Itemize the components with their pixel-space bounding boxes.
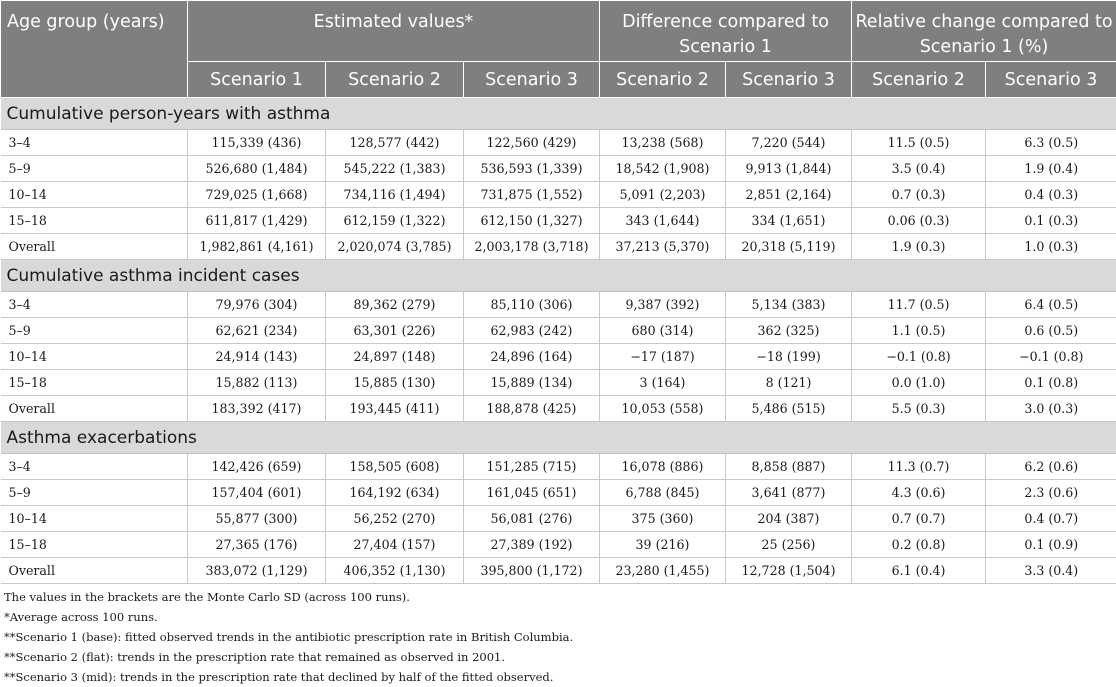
value-cell: 375 (360) — [600, 506, 726, 532]
footnote: **Scenario 3 (mid): trends in the prescription rate that declined by half of the fitted observed. — [4, 667, 1116, 687]
value-cell: 731,875 (1,552) — [464, 182, 600, 208]
footnote: The values in the brackets are the Monte Carlo SD (across 100 runs). — [4, 587, 1116, 607]
value-cell: 8,858 (887) — [726, 454, 852, 480]
value-cell: 6.1 (0.4) — [852, 558, 986, 584]
value-cell: 0.4 (0.3) — [986, 182, 1116, 208]
value-cell: 6.4 (0.5) — [986, 292, 1116, 318]
value-cell: 63,301 (226) — [326, 318, 464, 344]
difference-header: Difference compared to Scenario 1 — [600, 1, 852, 62]
value-cell: 11.3 (0.7) — [852, 454, 986, 480]
value-cell: 25 (256) — [726, 532, 852, 558]
value-cell: 5,134 (383) — [726, 292, 852, 318]
table-row — [1, 454, 1116, 480]
value-cell: 0.0 (1.0) — [852, 370, 986, 396]
value-cell: 15,882 (113) — [188, 370, 326, 396]
age-group-cell: 15–18 — [1, 532, 188, 558]
value-cell: 9,913 (1,844) — [726, 156, 852, 182]
value-cell: 9,387 (392) — [600, 292, 726, 318]
value-cell: 545,222 (1,383) — [326, 156, 464, 182]
value-cell: 188,878 (425) — [464, 396, 600, 422]
value-cell: 161,045 (651) — [464, 480, 600, 506]
value-cell: 56,252 (270) — [326, 506, 464, 532]
value-cell: −17 (187) — [600, 344, 726, 370]
table-row — [1, 532, 1116, 558]
value-cell: 151,285 (715) — [464, 454, 600, 480]
table-footnotes — [0, 587, 1116, 687]
table-row — [1, 182, 1116, 208]
value-cell: −0.1 (0.8) — [986, 344, 1116, 370]
table-row — [1, 480, 1116, 506]
value-cell: 164,192 (634) — [326, 480, 464, 506]
value-cell: 0.06 (0.3) — [852, 208, 986, 234]
value-cell: 536,593 (1,339) — [464, 156, 600, 182]
value-cell: 343 (1,644) — [600, 208, 726, 234]
subheader-scenario-2: Scenario 2 — [326, 62, 464, 98]
value-cell: 3.5 (0.4) — [852, 156, 986, 182]
age-group-header: Age group (years) — [1, 1, 188, 98]
value-cell: 204 (387) — [726, 506, 852, 532]
value-cell: 3.0 (0.3) — [986, 396, 1116, 422]
value-cell: −18 (199) — [726, 344, 852, 370]
value-cell: 1.1 (0.5) — [852, 318, 986, 344]
value-cell: 89,362 (279) — [326, 292, 464, 318]
table-row — [1, 370, 1116, 396]
value-cell: 729,025 (1,668) — [188, 182, 326, 208]
value-cell: 1.9 (0.3) — [852, 234, 986, 260]
value-cell: 18,542 (1,908) — [600, 156, 726, 182]
value-cell: 10,053 (558) — [600, 396, 726, 422]
value-cell: 193,445 (411) — [326, 396, 464, 422]
value-cell: 183,392 (417) — [188, 396, 326, 422]
value-cell: 79,976 (304) — [188, 292, 326, 318]
section-title: Cumulative person-years with asthma — [1, 98, 1116, 130]
subheader-rel-scenario-3: Scenario 3 — [986, 62, 1116, 98]
table-row — [1, 156, 1116, 182]
table-header — [1, 1, 1116, 98]
value-cell: 5,486 (515) — [726, 396, 852, 422]
value-cell: 27,404 (157) — [326, 532, 464, 558]
footnote: *Average across 100 runs. — [4, 607, 1116, 627]
value-cell: 56,081 (276) — [464, 506, 600, 532]
value-cell: 128,577 (442) — [326, 130, 464, 156]
value-cell: 612,150 (1,327) — [464, 208, 600, 234]
table-row — [1, 344, 1116, 370]
age-group-cell: 5–9 — [1, 318, 188, 344]
value-cell: 158,505 (608) — [326, 454, 464, 480]
age-group-cell: 3–4 — [1, 130, 188, 156]
value-cell: 12,728 (1,504) — [726, 558, 852, 584]
value-cell: 334 (1,651) — [726, 208, 852, 234]
table-row — [1, 396, 1116, 422]
value-cell: 2.3 (0.6) — [986, 480, 1116, 506]
value-cell: 526,680 (1,484) — [188, 156, 326, 182]
age-group-cell: Overall — [1, 558, 188, 584]
value-cell: 13,238 (568) — [600, 130, 726, 156]
value-cell: −0.1 (0.8) — [852, 344, 986, 370]
value-cell: 0.1 (0.9) — [986, 532, 1116, 558]
age-group-cell: Overall — [1, 234, 188, 260]
value-cell: 1.0 (0.3) — [986, 234, 1116, 260]
value-cell: 62,621 (234) — [188, 318, 326, 344]
subheader-diff-scenario-2: Scenario 2 — [600, 62, 726, 98]
table-body — [1, 98, 1116, 584]
value-cell: 27,389 (192) — [464, 532, 600, 558]
value-cell: 5.5 (0.3) — [852, 396, 986, 422]
table-row — [1, 318, 1116, 344]
table-row — [1, 130, 1116, 156]
age-group-cell: 3–4 — [1, 454, 188, 480]
value-cell: 122,560 (429) — [464, 130, 600, 156]
section-header-row — [1, 98, 1116, 130]
value-cell: 612,159 (1,322) — [326, 208, 464, 234]
value-cell: 0.7 (0.7) — [852, 506, 986, 532]
value-cell: 62,983 (242) — [464, 318, 600, 344]
value-cell: 2,020,074 (3,785) — [326, 234, 464, 260]
age-group-cell: 10–14 — [1, 182, 188, 208]
value-cell: 23,280 (1,455) — [600, 558, 726, 584]
value-cell: 395,800 (1,172) — [464, 558, 600, 584]
footnote: **Scenario 1 (base): fitted observed trends in the antibiotic prescription rate in British Columbia. — [4, 627, 1116, 647]
value-cell: 3.3 (0.4) — [986, 558, 1116, 584]
value-cell: 383,072 (1,129) — [188, 558, 326, 584]
age-group-cell: 10–14 — [1, 344, 188, 370]
value-cell: 4.3 (0.6) — [852, 480, 986, 506]
value-cell: 1,982,861 (4,161) — [188, 234, 326, 260]
value-cell: 24,897 (148) — [326, 344, 464, 370]
value-cell: 142,426 (659) — [188, 454, 326, 480]
value-cell: 1.9 (0.4) — [986, 156, 1116, 182]
table-row — [1, 208, 1116, 234]
value-cell: 11.7 (0.5) — [852, 292, 986, 318]
value-cell: 611,817 (1,429) — [188, 208, 326, 234]
value-cell: 362 (325) — [726, 318, 852, 344]
age-group-cell: 15–18 — [1, 370, 188, 396]
value-cell: 6,788 (845) — [600, 480, 726, 506]
age-group-cell: 5–9 — [1, 156, 188, 182]
value-cell: 0.2 (0.8) — [852, 532, 986, 558]
age-group-cell: Overall — [1, 396, 188, 422]
value-cell: 20,318 (5,119) — [726, 234, 852, 260]
subheader-rel-scenario-2: Scenario 2 — [852, 62, 986, 98]
section-title: Asthma exacerbations — [1, 422, 1116, 454]
table-row — [1, 558, 1116, 584]
relative-change-header: Relative change compared to Scenario 1 (%) — [852, 1, 1116, 62]
value-cell: 734,116 (1,494) — [326, 182, 464, 208]
table-row — [1, 234, 1116, 260]
value-cell: 0.1 (0.8) — [986, 370, 1116, 396]
value-cell: 406,352 (1,130) — [326, 558, 464, 584]
value-cell: 55,877 (300) — [188, 506, 326, 532]
footnote: **Scenario 2 (flat): trends in the prescription rate that remained as observed in 2001. — [4, 647, 1116, 667]
value-cell: 2,851 (2,164) — [726, 182, 852, 208]
value-cell: 37,213 (5,370) — [600, 234, 726, 260]
estimated-values-header: Estimated values* — [188, 1, 600, 62]
age-group-cell: 5–9 — [1, 480, 188, 506]
value-cell: 2,003,178 (3,718) — [464, 234, 600, 260]
age-group-cell: 10–14 — [1, 506, 188, 532]
value-cell: 85,110 (306) — [464, 292, 600, 318]
value-cell: 680 (314) — [600, 318, 726, 344]
value-cell: 6.2 (0.6) — [986, 454, 1116, 480]
value-cell: 24,914 (143) — [188, 344, 326, 370]
age-group-cell: 15–18 — [1, 208, 188, 234]
section-header-row — [1, 422, 1116, 454]
table-row — [1, 506, 1116, 532]
value-cell: 3,641 (877) — [726, 480, 852, 506]
value-cell: 27,365 (176) — [188, 532, 326, 558]
value-cell: 24,896 (164) — [464, 344, 600, 370]
value-cell: 115,339 (436) — [188, 130, 326, 156]
value-cell: 0.4 (0.7) — [986, 506, 1116, 532]
age-group-cell: 3–4 — [1, 292, 188, 318]
value-cell: 7,220 (544) — [726, 130, 852, 156]
value-cell: 0.7 (0.3) — [852, 182, 986, 208]
subheader-scenario-1: Scenario 1 — [188, 62, 326, 98]
value-cell: 3 (164) — [600, 370, 726, 396]
value-cell: 16,078 (886) — [600, 454, 726, 480]
section-title: Cumulative asthma incident cases — [1, 260, 1116, 292]
value-cell: 157,404 (601) — [188, 480, 326, 506]
value-cell: 15,889 (134) — [464, 370, 600, 396]
subheader-scenario-3: Scenario 3 — [464, 62, 600, 98]
value-cell: 0.1 (0.3) — [986, 208, 1116, 234]
value-cell: 8 (121) — [726, 370, 852, 396]
value-cell: 0.6 (0.5) — [986, 318, 1116, 344]
value-cell: 11.5 (0.5) — [852, 130, 986, 156]
value-cell: 15,885 (130) — [326, 370, 464, 396]
subheader-diff-scenario-3: Scenario 3 — [726, 62, 852, 98]
section-header-row — [1, 260, 1116, 292]
value-cell: 39 (216) — [600, 532, 726, 558]
value-cell: 5,091 (2,203) — [600, 182, 726, 208]
value-cell: 6.3 (0.5) — [986, 130, 1116, 156]
table-row — [1, 292, 1116, 318]
